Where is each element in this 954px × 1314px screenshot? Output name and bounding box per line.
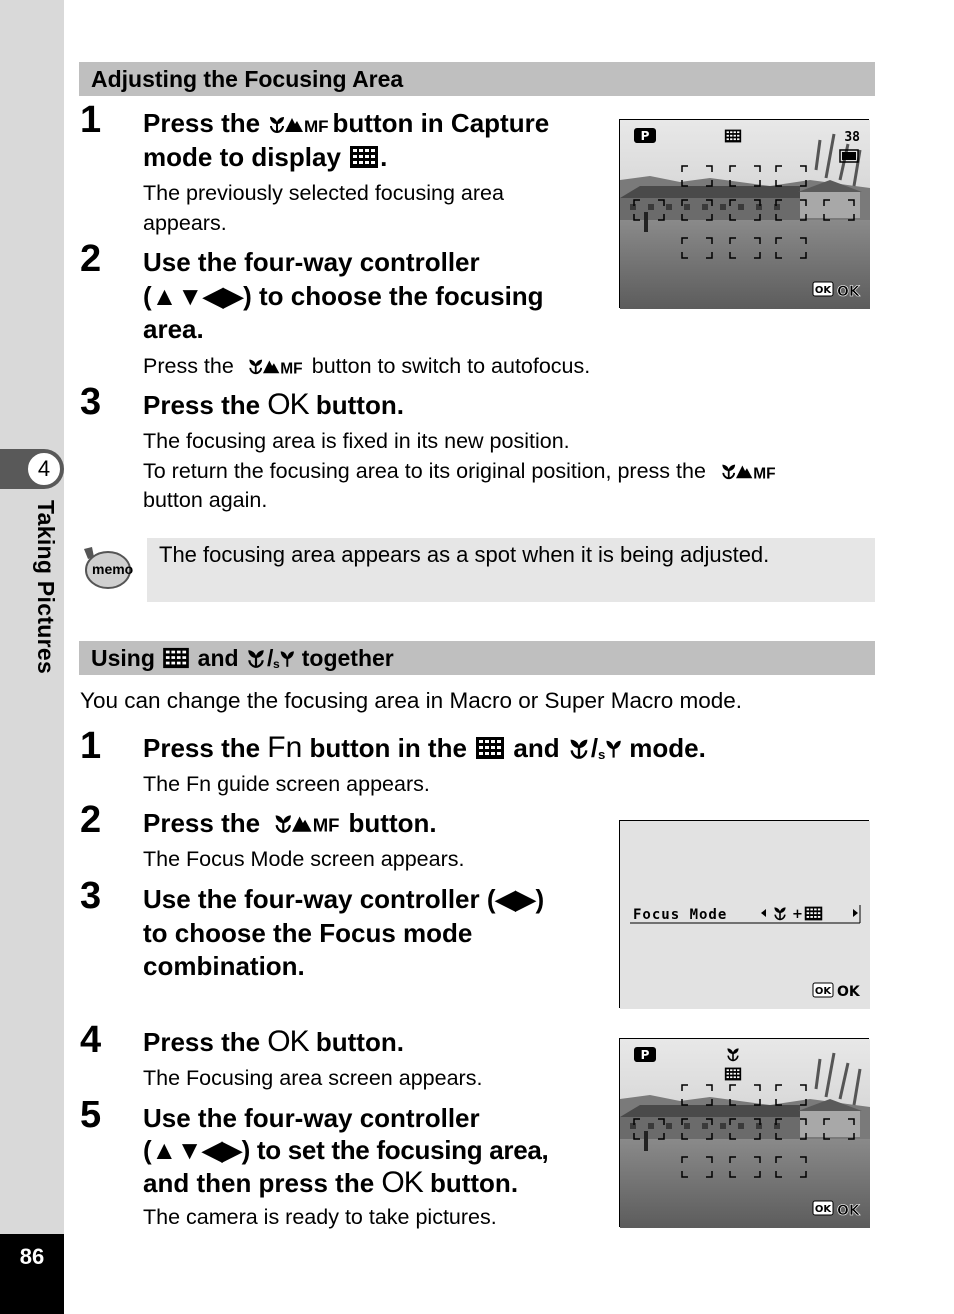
step-body: appears. bbox=[143, 211, 227, 235]
chapter-title: Taking Pictures bbox=[33, 500, 59, 675]
step-body: The Focusing area screen appears. bbox=[143, 1066, 483, 1090]
focus-mode-icon bbox=[267, 109, 329, 143]
memo-icon bbox=[80, 543, 132, 591]
grid-icon bbox=[348, 143, 380, 177]
step-body: The camera is ready to take pictures. bbox=[143, 1205, 497, 1229]
super-macro-icon bbox=[598, 734, 622, 768]
camera-screen-focus-area bbox=[619, 119, 869, 308]
svg-text:MF: MF bbox=[313, 814, 340, 836]
ok-label: OK bbox=[837, 284, 860, 300]
ok-label: OK bbox=[837, 1203, 860, 1219]
focus-mode-icon bbox=[240, 354, 306, 384]
memo-label: memo bbox=[92, 561, 134, 577]
grid-icon bbox=[161, 644, 191, 678]
section-heading-using: Using and / together bbox=[79, 641, 875, 675]
svg-text:+: + bbox=[792, 907, 803, 922]
step-number: 3 bbox=[80, 875, 102, 917]
step-heading: combination. bbox=[143, 951, 305, 981]
step-number: 1 bbox=[80, 725, 102, 767]
grid-icon bbox=[474, 734, 506, 768]
step-number: 2 bbox=[80, 799, 102, 841]
ok-label: OK bbox=[837, 984, 860, 1000]
step-heading: Press the OK button. bbox=[143, 388, 404, 421]
svg-text:MF: MF bbox=[304, 117, 329, 136]
ok-button-glyph: OK bbox=[267, 1025, 309, 1058]
step-heading: (▲▼◀▶) to choose the focusing bbox=[143, 281, 544, 311]
mode-badge: P bbox=[640, 129, 650, 143]
step-heading: Press the Fn button in the and / mode. bbox=[143, 731, 706, 768]
step-body: The Fn guide screen appears. bbox=[143, 772, 430, 796]
macro-icon bbox=[567, 734, 591, 768]
focus-mode-screen bbox=[619, 820, 869, 1008]
step-number: 5 bbox=[80, 1094, 102, 1136]
memo-box bbox=[147, 538, 875, 602]
step-body: The previously selected focusing area bbox=[143, 181, 504, 205]
step-number: 3 bbox=[80, 381, 102, 423]
chapter-number: 4 bbox=[26, 451, 62, 487]
step-body: The focusing area is fixed in its new position. bbox=[143, 429, 570, 453]
ok-button-glyph: OK bbox=[267, 388, 309, 421]
svg-text:MF: MF bbox=[280, 360, 303, 378]
section-intro: You can change the focusing area in Macro or Super Macro mode. bbox=[80, 688, 743, 713]
ok-key-icon: OK bbox=[814, 285, 832, 296]
fn-button-glyph: Fn bbox=[267, 731, 303, 764]
step-heading: to choose the Focus mode bbox=[143, 918, 473, 948]
step-heading: Press the OK button. bbox=[143, 1025, 404, 1058]
step-heading: (▲▼◀▶) to set the focusing area, bbox=[143, 1135, 549, 1165]
step-heading: and then press the OK button. bbox=[143, 1166, 519, 1199]
memo-text: The focusing area appears as a spot when it is being adjusted. bbox=[159, 542, 770, 567]
focus-mode-label: Focus Mode bbox=[633, 907, 728, 923]
step-number: 1 bbox=[80, 99, 102, 141]
focus-mode-icon bbox=[267, 809, 341, 843]
step-heading: mode to display . bbox=[143, 140, 387, 177]
step-heading: Press the MF button. bbox=[143, 806, 437, 843]
macro-icon bbox=[245, 644, 267, 678]
mode-badge: P bbox=[640, 1048, 650, 1062]
step-body: To return the focusing area to its original position, press the MF bbox=[143, 456, 780, 489]
ok-key-icon: OK bbox=[814, 1204, 832, 1215]
step-heading: Use the four-way controller bbox=[143, 247, 480, 277]
section-heading-adjusting: Adjusting the Focusing Area bbox=[79, 62, 875, 96]
step-number: 2 bbox=[80, 238, 102, 280]
step-heading: area. bbox=[143, 314, 204, 344]
ok-button-glyph: OK bbox=[381, 1166, 423, 1199]
super-macro-icon bbox=[273, 644, 295, 678]
step-body: button again. bbox=[143, 488, 268, 512]
focus-mode-icon bbox=[712, 459, 780, 489]
shots-remaining: 38 bbox=[844, 130, 860, 145]
ok-key-icon: OK bbox=[814, 986, 832, 997]
svg-text:MF: MF bbox=[753, 465, 776, 483]
page-number: 86 bbox=[19, 1244, 45, 1269]
step-body: The Focus Mode screen appears. bbox=[143, 847, 465, 871]
step-heading: Use the four-way controller (◀▶) bbox=[143, 884, 545, 914]
step-heading: Use the four-way controller bbox=[143, 1103, 480, 1133]
step-body: Press the MF button to switch to autofocus. bbox=[143, 351, 590, 384]
step-heading: Press the MF button in Capture bbox=[143, 106, 549, 143]
step-number: 4 bbox=[80, 1019, 102, 1061]
camera-screen-macro-focus-area bbox=[619, 1038, 869, 1227]
